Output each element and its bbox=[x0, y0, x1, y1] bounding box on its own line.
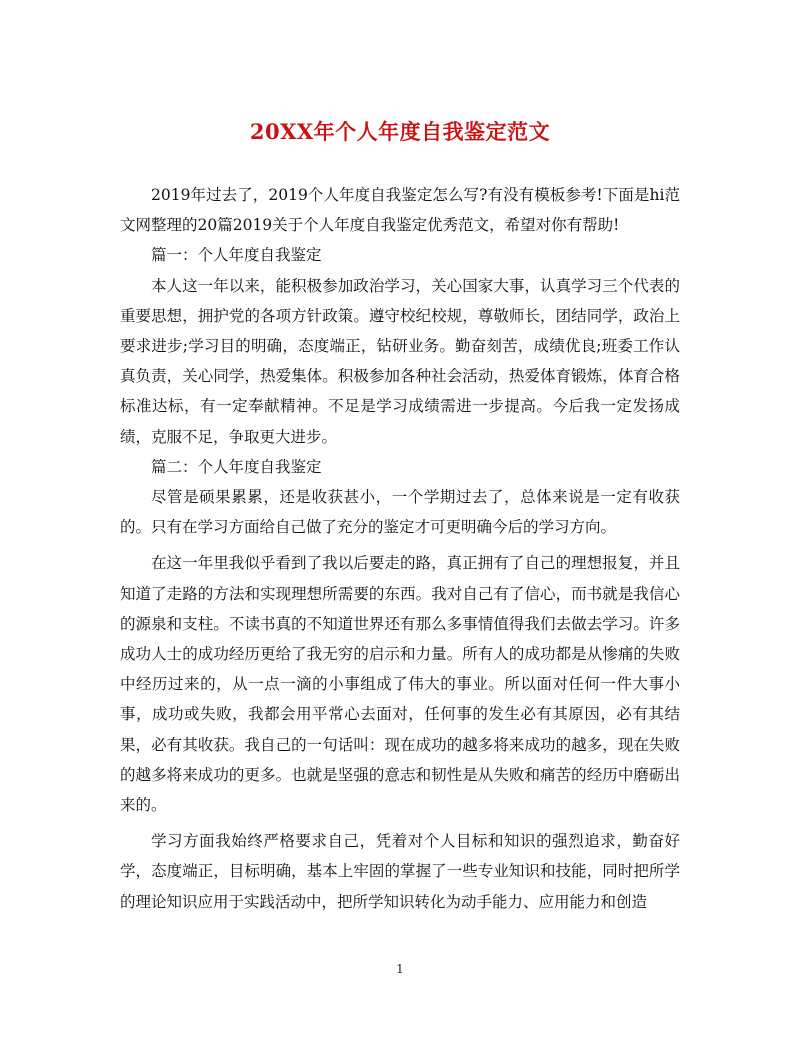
section-1-paragraph: 本人这一年以来，能积极参加政治学习，关心国家大事，认真学习三个代表的重要思想，拥护党的各项方针政策。遵守校纪校规，尊敬师长，团结同学，政治上要求进步;学习目的明确，态度端正，钻研业务。勤奋刻苦，成绩优良;班委工作认真负责，关心同学，热爱集体。积极参加各种社会活动，热爱体育锻炼，体育合格标准达标，有一定奉献精神。不足是学习成绩需进一步提高。今后我一定发扬成绩，克服不足，争取更大进步。 bbox=[120, 276, 680, 446]
intro-paragraph: 2019年过去了，2019个人年度自我鉴定怎么写?有没有模板参考!下面是hi范文网整理的20篇2019关于个人年度自我鉴定优秀范文，希望对你有帮助! bbox=[120, 186, 680, 235]
document-body bbox=[120, 180, 680, 917]
section-heading-2: 篇二：个人年度自我鉴定 bbox=[151, 457, 322, 476]
section-2-paragraph-1: 尽管是硕果累累，还是收获甚小，一个学期过去了，总体来说是一定有收获的。只有在学习方面给自己做了充分的鉴定才可更明确今后的学习方向。 bbox=[120, 488, 680, 537]
section-2-paragraph-2: 在这一年里我似乎看到了我以后要走的路，真正拥有了自己的理想报复，并且知道了走路的方法和实现理想所需要的东西。我对自己有了信心，而书就是我信心的源泉和支柱。不读书真的不知道世界还有那么多事情值得我们去做去学习。许多成功人士的成功经历更给了我无穷的启示和力量。所有人的成功都是从惨痛的失败中经历过来的，从一点一滴的小事组成了伟大的事业。所以面对任何一件大事小事，成功或失败，我都会用平常心去面对，任何事的发生必有其原因，必有其结果，必有其收获。我自己的一句话叫：现在成功的越多将来成功的越多，现在失败的越多将来成功的更多。也就是坚强的意志和韧性是从失败和痛苦的经历中磨砺出来的。 bbox=[120, 554, 680, 815]
section-heading-1: 篇一：个人年度自我鉴定 bbox=[151, 246, 322, 265]
page-number: 1 bbox=[396, 962, 404, 976]
document-title: 20XX年个人年度自我鉴定范文 bbox=[249, 119, 551, 144]
section-2-paragraph-3: 学习方面我始终严格要求自己，凭着对个人目标和知识的强烈追求，勤奋好学，态度端正，目标明确，基本上牢固的掌握了一些专业知识和技能，同时把所学的理论知识应用于实践活动中，把所学知识转化为动手能力、应用能力和创造 bbox=[120, 832, 680, 911]
